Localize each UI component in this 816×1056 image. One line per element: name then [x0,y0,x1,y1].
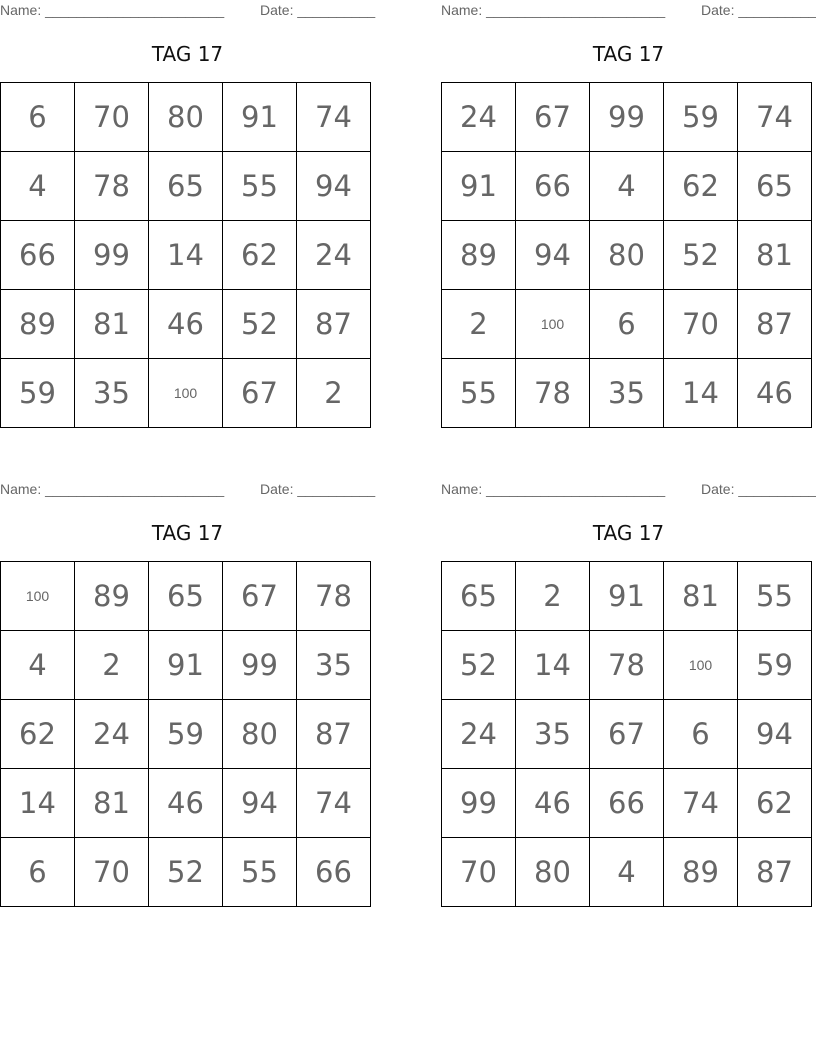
grid-row [442,700,812,769]
grid-cell: 87 [297,290,371,359]
grid-cell: 99 [590,83,664,152]
grid-cell: 2 [75,631,149,700]
grid-cell: 14 [516,631,590,700]
grid-cell: 89 [75,562,149,631]
name-field: Name: _______________________ [0,481,225,497]
card-header [0,481,375,499]
grid-row [1,631,371,700]
grid-cell: 87 [738,290,812,359]
grid-cell: 87 [297,700,371,769]
grid-cell: 99 [75,221,149,290]
bingo-grid [0,82,371,428]
grid-cell: 78 [590,631,664,700]
grid-row [442,152,812,221]
grid-cell: 99 [223,631,297,700]
grid-cell: 65 [738,152,812,221]
grid-cell: 62 [664,152,738,221]
grid-cell: 100 [516,290,590,359]
grid-row [442,83,812,152]
date-field: Date: __________ [260,2,376,18]
grid-row [1,838,371,907]
grid-cell: 62 [223,221,297,290]
card-header [441,2,816,20]
grid-cell: 66 [590,769,664,838]
grid-cell: 46 [738,359,812,428]
grid-cell: 6 [1,83,75,152]
grid-cell: 65 [442,562,516,631]
grid-cell: 74 [297,769,371,838]
grid-cell: 35 [516,700,590,769]
grid-cell: 35 [75,359,149,428]
grid-cell: 94 [516,221,590,290]
grid-cell: 74 [297,83,371,152]
grid-cell: 65 [149,562,223,631]
grid-cell: 24 [75,700,149,769]
card-title: TAG 17 [151,521,224,545]
date-field: Date: __________ [701,2,816,18]
grid-row [1,562,371,631]
grid-cell: 65 [149,152,223,221]
grid-cell: 46 [149,769,223,838]
grid-cell: 67 [590,700,664,769]
card-title: TAG 17 [592,521,665,545]
grid-row [1,290,371,359]
grid-cell: 70 [442,838,516,907]
grid-cell: 55 [738,562,812,631]
grid-cell: 99 [442,769,516,838]
grid-cell: 94 [297,152,371,221]
grid-cell: 14 [149,221,223,290]
grid-cell: 14 [1,769,75,838]
card-title: TAG 17 [151,42,224,66]
grid-cell: 6 [590,290,664,359]
bingo-grid [441,561,812,907]
grid-row [442,290,812,359]
grid-cell: 55 [442,359,516,428]
date-field: Date: __________ [701,481,816,497]
grid-row [1,152,371,221]
grid-cell: 70 [75,83,149,152]
card-header [441,481,816,499]
grid-cell: 4 [590,838,664,907]
grid-cell: 80 [149,83,223,152]
grid-cell: 81 [738,221,812,290]
grid-cell: 78 [297,562,371,631]
grid-cell: 67 [223,359,297,428]
grid-row [1,359,371,428]
bingo-card [0,479,375,919]
grid-cell: 78 [516,359,590,428]
grid-cell: 91 [590,562,664,631]
grid-cell: 62 [1,700,75,769]
grid-cell: 81 [75,290,149,359]
grid-cell: 94 [223,769,297,838]
grid-row [442,221,812,290]
grid-cell: 2 [297,359,371,428]
grid-cell: 6 [1,838,75,907]
grid-cell: 24 [442,700,516,769]
name-field: Name: _______________________ [441,481,666,497]
grid-row [442,769,812,838]
grid-cell: 80 [516,838,590,907]
grid-cell: 14 [664,359,738,428]
grid-cell: 74 [664,769,738,838]
name-field: Name: _______________________ [441,2,666,18]
grid-cell: 80 [223,700,297,769]
grid-row [442,359,812,428]
grid-cell: 62 [738,769,812,838]
bingo-card [441,479,816,919]
grid-cell: 4 [590,152,664,221]
grid-cell: 35 [297,631,371,700]
grid-row [442,631,812,700]
grid-cell: 2 [442,290,516,359]
grid-cell: 94 [738,700,812,769]
grid-cell: 4 [1,152,75,221]
grid-row [442,562,812,631]
grid-cell: 59 [1,359,75,428]
grid-cell: 24 [442,83,516,152]
grid-cell: 59 [149,700,223,769]
grid-cell: 91 [149,631,223,700]
name-field: Name: _______________________ [0,2,225,18]
grid-cell: 66 [516,152,590,221]
bingo-card [0,0,375,440]
grid-cell: 67 [516,83,590,152]
bingo-card [441,0,816,440]
grid-cell: 81 [75,769,149,838]
grid-row [1,769,371,838]
card-title: TAG 17 [592,42,665,66]
card-header [0,2,375,20]
grid-cell: 24 [297,221,371,290]
grid-cell: 100 [149,359,223,428]
grid-cell: 35 [590,359,664,428]
grid-cell: 52 [223,290,297,359]
grid-cell: 100 [1,562,75,631]
grid-cell: 67 [223,562,297,631]
grid-row [1,221,371,290]
grid-cell: 46 [149,290,223,359]
grid-cell: 55 [223,152,297,221]
grid-cell: 52 [442,631,516,700]
grid-cell: 100 [664,631,738,700]
grid-cell: 55 [223,838,297,907]
grid-cell: 91 [442,152,516,221]
grid-cell: 66 [1,221,75,290]
bingo-grid [0,561,371,907]
grid-cell: 70 [664,290,738,359]
grid-cell: 89 [1,290,75,359]
grid-row [1,700,371,769]
grid-row [1,83,371,152]
grid-cell: 66 [297,838,371,907]
grid-cell: 78 [75,152,149,221]
grid-cell: 81 [664,562,738,631]
grid-cell: 52 [149,838,223,907]
grid-cell: 70 [75,838,149,907]
grid-cell: 6 [664,700,738,769]
grid-cell: 4 [1,631,75,700]
bingo-grid [441,82,812,428]
grid-cell: 91 [223,83,297,152]
grid-cell: 80 [590,221,664,290]
grid-cell: 59 [664,83,738,152]
date-field: Date: __________ [260,481,376,497]
grid-cell: 2 [516,562,590,631]
grid-cell: 89 [664,838,738,907]
grid-cell: 87 [738,838,812,907]
grid-cell: 74 [738,83,812,152]
grid-cell: 89 [442,221,516,290]
grid-cell: 46 [516,769,590,838]
grid-cell: 59 [738,631,812,700]
grid-row [442,838,812,907]
grid-cell: 52 [664,221,738,290]
